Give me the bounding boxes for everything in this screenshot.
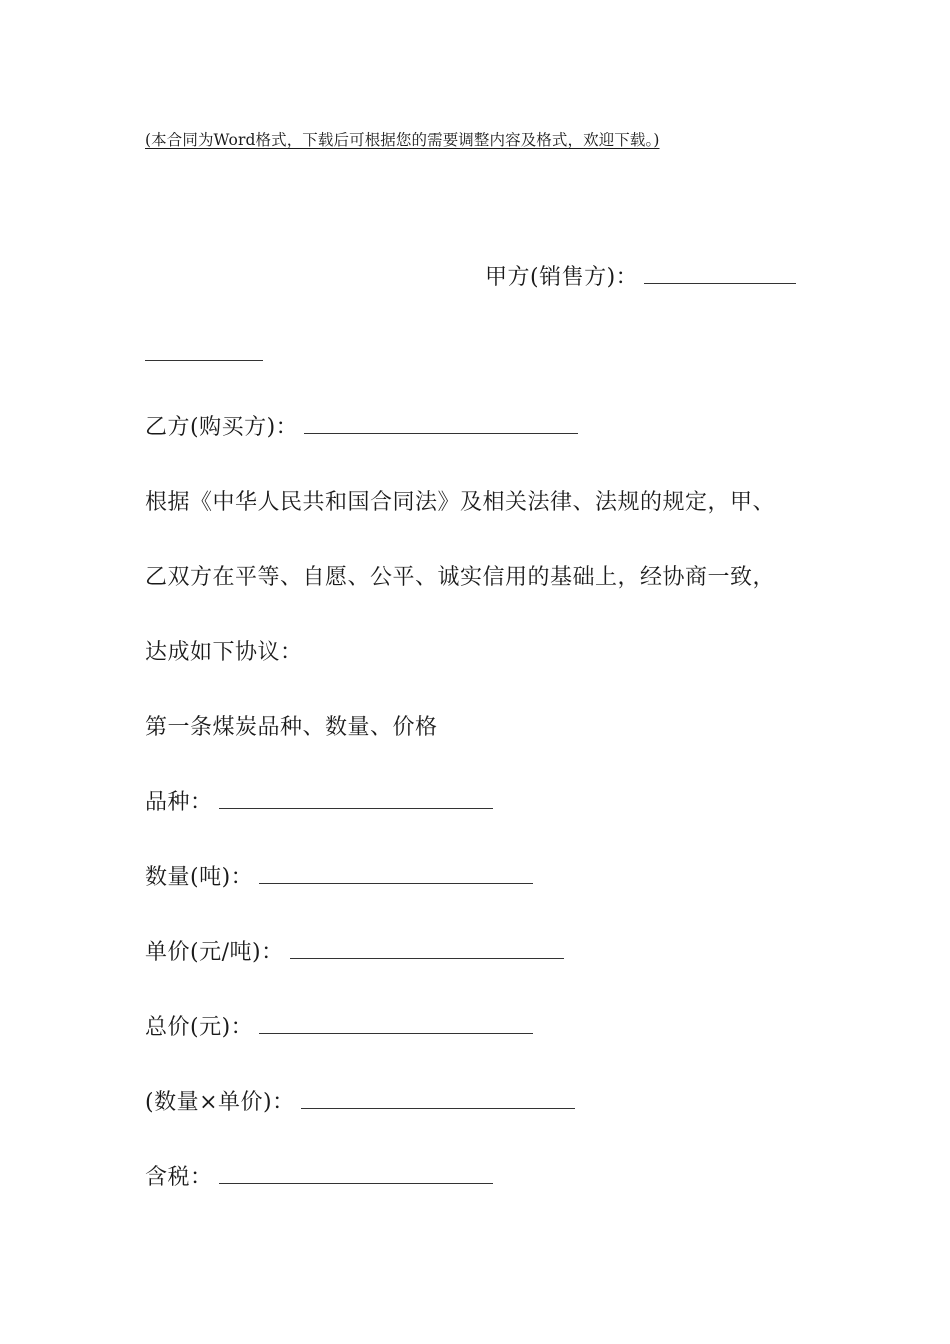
preamble-line-1: 根据《中华人民共和国合同法》及相关法律、法规的规定，甲、 [145, 490, 776, 515]
format-notice: (本合同为Word格式，下载后可根据您的需要调整内容及格式，欢迎下载。) [145, 131, 660, 149]
field-label: (数量×单价)： [145, 1090, 295, 1115]
field-label: 含税： [145, 1165, 213, 1190]
field-label: 数量(吨)： [145, 865, 254, 890]
article-1-title: 第一条煤炭品种、数量、价格 [145, 715, 438, 740]
field-unit-price [145, 935, 564, 966]
party-b-label: 乙方(购买方)： [145, 415, 299, 440]
preamble-line-2: 乙双方在平等、自愿、公平、诚实信用的基础上，经协商一致， [145, 565, 776, 590]
unit-price-blank[interactable] [290, 957, 564, 959]
field-total-price [145, 1010, 533, 1041]
party-b-line [145, 410, 578, 441]
field-label: 总价(元)： [145, 1015, 254, 1040]
quantity-blank[interactable] [259, 882, 533, 884]
party-a-blank[interactable] [644, 282, 796, 284]
field-quantity [145, 860, 533, 891]
field-label: 单价(元/吨)： [145, 940, 284, 965]
variety-blank[interactable] [219, 807, 493, 809]
party-a-label: 甲方(销售方)： [485, 265, 639, 290]
field-variety [145, 785, 493, 816]
tax-included-blank[interactable] [219, 1182, 493, 1184]
party-b-blank[interactable] [304, 432, 578, 434]
preamble-line-3: 达成如下协议： [145, 640, 303, 665]
total-price-blank[interactable] [259, 1032, 533, 1034]
quantity-times-price-blank[interactable] [301, 1107, 575, 1109]
party-a-blank-continued[interactable] [145, 360, 263, 361]
field-tax-included [145, 1160, 493, 1191]
party-a-line [485, 260, 796, 291]
field-label: 品种： [145, 790, 213, 815]
field-quantity-times-price [145, 1085, 575, 1116]
